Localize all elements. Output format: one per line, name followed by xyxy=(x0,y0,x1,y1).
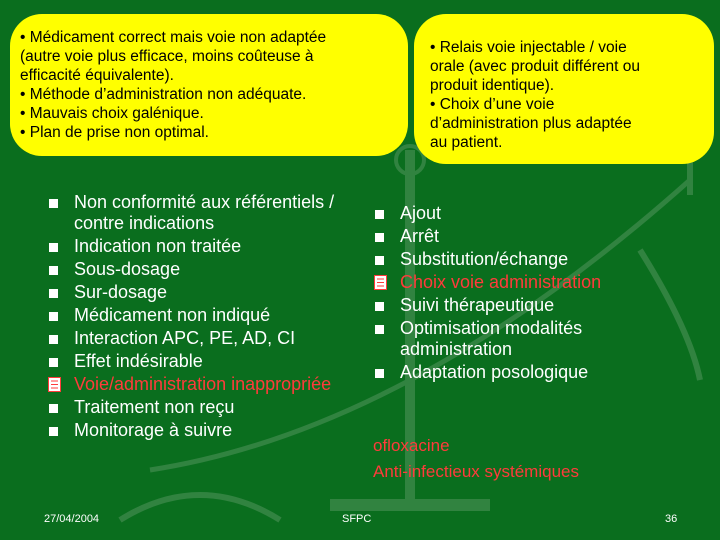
intervention-label: Adaptation posologique xyxy=(400,362,589,382)
problem-item xyxy=(48,305,358,326)
problem-item xyxy=(48,192,358,234)
page-number: 36 xyxy=(665,513,678,525)
intervention-label: Arrêt xyxy=(400,226,440,246)
callout-right-line: • Relais voie injectable / voie xyxy=(430,39,627,56)
problem-label: Sous-dosage xyxy=(74,259,181,279)
problem-item xyxy=(48,351,358,372)
callout-left-line: • Plan de prise non optimal. xyxy=(20,124,209,141)
intervention-item xyxy=(374,295,664,316)
problem-label: Voie/administration inappropriée xyxy=(74,374,332,394)
callout-right-line: produit identique). xyxy=(430,77,555,94)
problem-label: Indication non traitée xyxy=(74,236,242,256)
problem-label: Médicament non indiqué xyxy=(74,305,271,325)
problem-label: Monitorage à suivre xyxy=(74,420,233,440)
intervention-list xyxy=(374,203,664,385)
square-bullet-icon xyxy=(49,427,58,436)
problem-item xyxy=(48,397,358,418)
square-bullet-icon xyxy=(49,312,58,321)
problem-item xyxy=(48,328,358,349)
intervention-item-highlighted xyxy=(374,272,664,293)
example-class: Anti-infectieux systémiques xyxy=(373,462,579,481)
problem-label: Sur-dosage xyxy=(74,282,168,302)
square-bullet-icon xyxy=(375,325,384,334)
footer-organization: SFPC xyxy=(342,513,372,525)
intervention-item xyxy=(374,362,664,383)
square-bullet-icon xyxy=(49,243,58,252)
callout-right-line: • Choix d’une voie xyxy=(430,96,555,113)
intervention-item xyxy=(374,203,664,224)
square-bullet-icon xyxy=(49,289,58,298)
square-bullet-icon xyxy=(49,358,58,367)
square-bullet-icon xyxy=(375,302,384,311)
intervention-label: Choix voie administration xyxy=(400,272,602,292)
callout-right-line: orale (avec produit différent ou xyxy=(430,58,640,75)
problem-label: Traitement non reçu xyxy=(74,397,235,417)
callout-left-line: (autre voie plus efficace, moins coûteuse à xyxy=(20,48,314,65)
intervention-label: Optimisation modalités administration xyxy=(400,318,583,359)
callout-left xyxy=(10,14,408,156)
callout-right-line: d’administration plus adaptée xyxy=(430,115,632,132)
square-bullet-icon xyxy=(375,369,384,378)
example-drug: ofloxacine xyxy=(373,436,450,455)
problem-label: Non conformité aux référentiels / contre indications xyxy=(74,192,335,233)
footer-date: 27/04/2004 xyxy=(44,513,100,525)
problem-item-highlighted xyxy=(48,374,358,395)
problem-label: Effet indésirable xyxy=(74,351,203,371)
problem-item xyxy=(48,259,358,280)
callout-right-line: au patient. xyxy=(430,134,503,151)
square-bullet-icon xyxy=(49,266,58,275)
square-bullet-icon xyxy=(375,210,384,219)
problem-item xyxy=(48,420,358,441)
callout-left-line: • Méthode d’administration non adéquate. xyxy=(20,86,307,103)
intervention-label: Ajout xyxy=(400,203,442,223)
document-icon xyxy=(48,377,61,392)
problem-label: Interaction APC, PE, AD, CI xyxy=(74,328,296,348)
intervention-item xyxy=(374,249,664,270)
problem-list xyxy=(48,192,358,443)
intervention-label: Substitution/échange xyxy=(400,249,569,269)
callout-left-line: • Médicament correct mais voie non adaptée xyxy=(20,29,327,46)
intervention-label: Suivi thérapeutique xyxy=(400,295,555,315)
document-icon xyxy=(374,275,387,290)
intervention-item xyxy=(374,226,664,247)
square-bullet-icon xyxy=(49,335,58,344)
problem-item xyxy=(48,236,358,257)
callout-left-line: • Mauvais choix galénique. xyxy=(20,105,204,122)
callout-left-line: efficacité équivalente). xyxy=(20,67,174,84)
square-bullet-icon xyxy=(49,404,58,413)
problem-item xyxy=(48,282,358,303)
square-bullet-icon xyxy=(375,233,384,242)
square-bullet-icon xyxy=(49,199,58,208)
callout-right xyxy=(414,14,714,164)
intervention-item xyxy=(374,318,664,360)
square-bullet-icon xyxy=(375,256,384,265)
